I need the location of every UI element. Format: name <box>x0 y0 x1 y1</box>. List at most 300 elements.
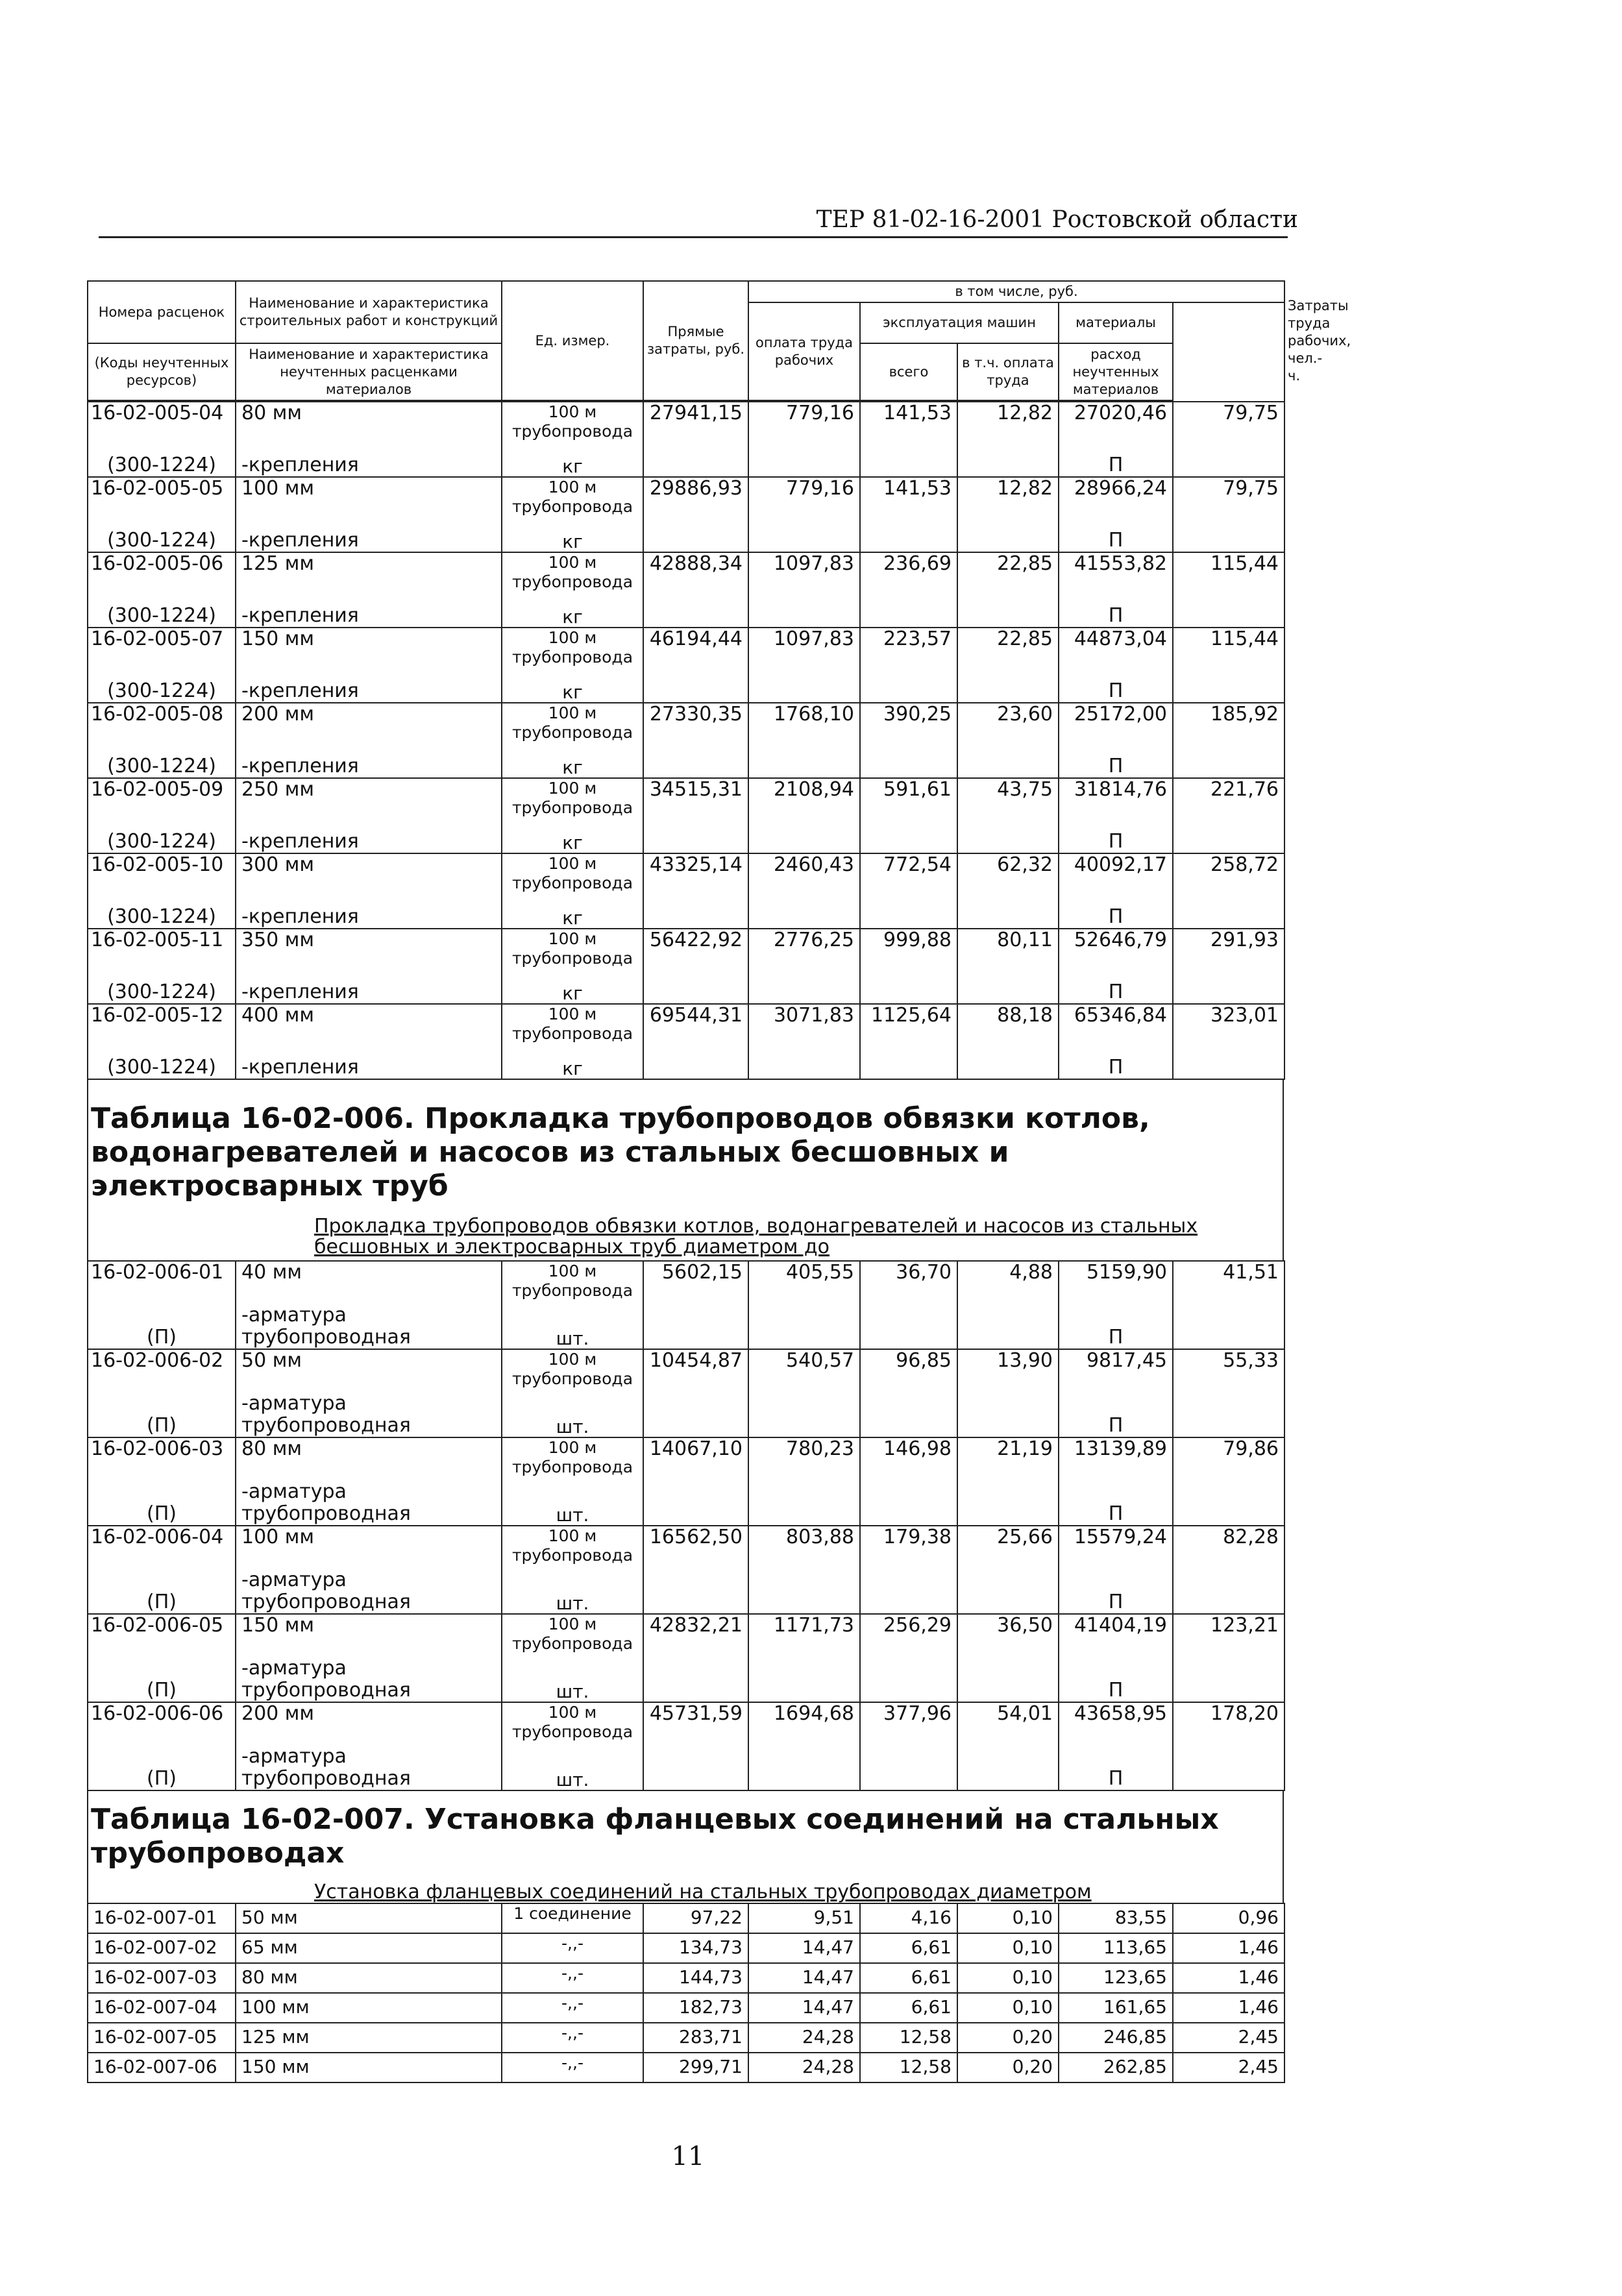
empty-cell <box>643 896 748 929</box>
empty-cell <box>957 1391 1059 1437</box>
labor-hours: 185,92 <box>1173 703 1284 745</box>
table-row-resource <box>88 1046 1284 1079</box>
resource-code: (П) <box>88 1568 236 1614</box>
resource-name: -крепления <box>236 444 502 477</box>
unit-of-measure: 100 м трубопровода <box>502 402 643 444</box>
work-name: 40 мм <box>236 1261 502 1303</box>
materials-cost: 15579,24 <box>1059 1526 1173 1568</box>
table-16-02-007-body <box>88 1903 1284 2082</box>
resource-unit: шт. <box>502 1744 643 1790</box>
materials-cost: 44873,04 <box>1059 628 1173 670</box>
rate-code: 16-02-005-10 <box>88 853 236 896</box>
worker-wages: 1171,73 <box>748 1614 860 1656</box>
resource-mark: П <box>1059 971 1173 1004</box>
empty-cell <box>1173 519 1284 552</box>
machine-operator-wages: 0,10 <box>957 1963 1059 1993</box>
machine-cost-total: 6,61 <box>860 1963 957 1993</box>
table-row <box>88 1614 1284 1656</box>
work-name: 125 мм <box>236 2023 502 2053</box>
materials-cost: 31814,76 <box>1059 778 1173 820</box>
unit-of-measure: 100 м трубопровода <box>502 477 643 519</box>
empty-cell <box>643 745 748 778</box>
machine-cost-total: 36,70 <box>860 1261 957 1303</box>
resource-unit: шт. <box>502 1391 643 1437</box>
rate-code: 16-02-007-01 <box>88 1903 236 1933</box>
table-row-resource <box>88 1744 1284 1790</box>
resource-code: (П) <box>88 1744 236 1790</box>
empty-cell <box>1173 1391 1284 1437</box>
table-16-02-006-body <box>88 1261 1284 1790</box>
machine-cost-total: 146,98 <box>860 1437 957 1480</box>
col-name-header: Наименование и характеристика строительных работ и конструкций <box>236 281 502 343</box>
resource-name: -арматура трубопроводная <box>236 1480 502 1526</box>
work-name: 100 мм <box>236 1526 502 1568</box>
empty-cell <box>643 820 748 853</box>
col-code-sub-header: (Коды неучтенных ресурсов) <box>88 343 236 400</box>
table-row <box>88 929 1284 971</box>
machine-cost-total: 377,96 <box>860 1702 957 1744</box>
unit-of-measure: 100 м трубопровода <box>502 1614 643 1656</box>
col-wages-header: оплата труда рабочих <box>748 302 860 400</box>
work-name: 150 мм <box>236 2053 502 2082</box>
worker-wages: 14,47 <box>748 1963 860 1993</box>
materials-cost: 28966,24 <box>1059 477 1173 519</box>
table-row-resource <box>88 1391 1284 1437</box>
table-row <box>88 1004 1284 1046</box>
empty-cell <box>1173 1480 1284 1526</box>
work-name: 200 мм <box>236 703 502 745</box>
empty-cell <box>860 896 957 929</box>
empty-cell <box>748 519 860 552</box>
table-row <box>88 1993 1284 2023</box>
rate-code: 16-02-005-12 <box>88 1004 236 1046</box>
unit-of-measure: 100 м трубопровода <box>502 1526 643 1568</box>
labor-hours: 291,93 <box>1173 929 1284 971</box>
resource-mark: П <box>1059 1568 1173 1614</box>
work-name: 65 мм <box>236 1933 502 1963</box>
table-row <box>88 703 1284 745</box>
machine-operator-wages: 13,90 <box>957 1349 1059 1391</box>
empty-cell <box>957 519 1059 552</box>
empty-cell <box>643 971 748 1004</box>
worker-wages: 2776,25 <box>748 929 860 971</box>
work-name: 50 мм <box>236 1349 502 1391</box>
empty-cell <box>860 670 957 703</box>
worker-wages: 780,23 <box>748 1437 860 1480</box>
materials-cost: 25172,00 <box>1059 703 1173 745</box>
machine-cost-total: 12,58 <box>860 2053 957 2082</box>
table-16-02-006-title: Таблица 16-02-006. Прокладка трубопроводов обвязки котлов, водонагревателей и насосов из стальных бесшовных и электросварных труб <box>87 1080 1284 1216</box>
machine-cost-total: 256,29 <box>860 1614 957 1656</box>
table-16-02-007-subtitle-text: Установка фланцевых соединений на стальных трубопроводах диаметром <box>314 1881 1092 1903</box>
unit-of-measure: 100 м трубопровода <box>502 703 643 745</box>
empty-cell <box>748 1303 860 1349</box>
table-16-02-007-title: Таблица 16-02-007. Установка фланцевых соединений на стальных трубопроводах <box>87 1791 1284 1882</box>
unit-of-measure: -,,- <box>502 1963 643 1993</box>
resource-unit: шт. <box>502 1656 643 1702</box>
machine-operator-wages: 12,82 <box>957 477 1059 519</box>
table-row <box>88 1933 1284 1963</box>
empty-cell <box>860 444 957 477</box>
empty-cell <box>1173 1568 1284 1614</box>
unit-of-measure: 100 м трубопровода <box>502 929 643 971</box>
resource-code: (300-1224) <box>88 745 236 778</box>
empty-cell <box>957 745 1059 778</box>
empty-cell <box>957 896 1059 929</box>
table-row <box>88 1963 1284 1993</box>
rate-code: 16-02-006-03 <box>88 1437 236 1480</box>
work-name: 100 мм <box>236 1993 502 2023</box>
empty-cell <box>643 1744 748 1790</box>
machine-operator-wages: 0,20 <box>957 2023 1059 2053</box>
work-name: 80 мм <box>236 402 502 444</box>
direct-cost: 43325,14 <box>643 853 748 896</box>
unit-of-measure: 100 м трубопровода <box>502 1004 643 1046</box>
empty-cell <box>957 1046 1059 1079</box>
unit-of-measure: -,,- <box>502 2053 643 2082</box>
direct-cost: 29886,93 <box>643 477 748 519</box>
direct-cost: 69544,31 <box>643 1004 748 1046</box>
unit-of-measure: -,,- <box>502 1933 643 1963</box>
machine-cost-total: 236,69 <box>860 552 957 594</box>
machine-operator-wages: 23,60 <box>957 703 1059 745</box>
empty-cell <box>860 1391 957 1437</box>
resource-code: (П) <box>88 1303 236 1349</box>
work-name: 200 мм <box>236 1702 502 1744</box>
resource-unit: кг <box>502 594 643 628</box>
machine-operator-wages: 21,19 <box>957 1437 1059 1480</box>
direct-cost: 182,73 <box>643 1993 748 2023</box>
table-16-02-005 <box>87 401 1285 1080</box>
empty-cell <box>748 1391 860 1437</box>
table-16-02-006-subtitle <box>87 1216 1284 1260</box>
machine-operator-wages: 0,10 <box>957 1903 1059 1933</box>
col-materials-header: материалы <box>1059 302 1173 343</box>
resource-mark: П <box>1059 1391 1173 1437</box>
materials-cost: 27020,46 <box>1059 402 1173 444</box>
resource-unit: кг <box>502 820 643 853</box>
resource-mark: П <box>1059 594 1173 628</box>
page-number: 11 <box>671 2142 705 2171</box>
table-row <box>88 2023 1284 2053</box>
table-row <box>88 552 1284 594</box>
table-row <box>88 628 1284 670</box>
empty-cell <box>957 1744 1059 1790</box>
worker-wages: 540,57 <box>748 1349 860 1391</box>
work-name: 150 мм <box>236 1614 502 1656</box>
rate-code: 16-02-007-05 <box>88 2023 236 2053</box>
rate-code: 16-02-007-02 <box>88 1933 236 1963</box>
table-row-resource <box>88 820 1284 853</box>
table-16-02-006 <box>87 1260 1285 1791</box>
machine-cost-total: 390,25 <box>860 703 957 745</box>
resource-unit: кг <box>502 896 643 929</box>
empty-cell <box>1173 594 1284 628</box>
empty-cell <box>1173 444 1284 477</box>
machine-cost-total: 141,53 <box>860 477 957 519</box>
resource-name: -крепления <box>236 896 502 929</box>
direct-cost: 42888,34 <box>643 552 748 594</box>
empty-cell <box>860 820 957 853</box>
labor-hours: 115,44 <box>1173 552 1284 594</box>
empty-cell <box>957 820 1059 853</box>
worker-wages: 1097,83 <box>748 552 860 594</box>
direct-cost: 42832,21 <box>643 1614 748 1656</box>
table-row <box>88 2053 1284 2082</box>
column-header-table: Номера расценок Наименование и характеристика строительных работ и конструкций Ед. измер. Прямые затраты, руб. в том числе, руб. Затраты труда рабочих, чел.-ч. оплата труда рабочих эксплуатация машин материалы (Коды неучтенных ресурсов) Наименование и характеристика неучтенных расценками материалов всего в т.ч. оплата труда расход неучтенных материалов <box>87 280 1285 401</box>
resource-code: (300-1224) <box>88 1046 236 1079</box>
unit-of-measure: 100 м трубопровода <box>502 1437 643 1480</box>
col-incl-header: в том числе, руб. <box>748 281 1284 302</box>
machine-cost-total: 999,88 <box>860 929 957 971</box>
machine-cost-total: 96,85 <box>860 1349 957 1391</box>
resource-mark: П <box>1059 670 1173 703</box>
rate-code: 16-02-006-05 <box>88 1614 236 1656</box>
empty-cell <box>748 444 860 477</box>
table-row-resource <box>88 896 1284 929</box>
col-unit-header: Ед. измер. <box>502 281 643 400</box>
direct-cost: 16562,50 <box>643 1526 748 1568</box>
machine-operator-wages: 80,11 <box>957 929 1059 971</box>
resource-code: (300-1224) <box>88 594 236 628</box>
empty-cell <box>860 1480 957 1526</box>
machine-operator-wages: 25,66 <box>957 1526 1059 1568</box>
machine-operator-wages: 88,18 <box>957 1004 1059 1046</box>
table-row-resource <box>88 670 1284 703</box>
table-row-resource <box>88 1480 1284 1526</box>
col-mach-total-header: всего <box>860 343 957 400</box>
labor-hours: 79,86 <box>1173 1437 1284 1480</box>
empty-cell <box>643 1656 748 1702</box>
work-name: 250 мм <box>236 778 502 820</box>
empty-cell <box>748 670 860 703</box>
empty-cell <box>860 1744 957 1790</box>
direct-cost: 97,22 <box>643 1903 748 1933</box>
unit-of-measure: -,,- <box>502 1993 643 2023</box>
resource-code: (300-1224) <box>88 670 236 703</box>
empty-cell <box>748 820 860 853</box>
resource-name: -крепления <box>236 971 502 1004</box>
machine-operator-wages: 12,82 <box>957 402 1059 444</box>
worker-wages: 9,51 <box>748 1903 860 1933</box>
rate-code: 16-02-005-08 <box>88 703 236 745</box>
table-row <box>88 853 1284 896</box>
resource-name: -крепления <box>236 1046 502 1079</box>
empty-cell <box>860 1568 957 1614</box>
direct-cost: 45731,59 <box>643 1702 748 1744</box>
work-name: 80 мм <box>236 1963 502 1993</box>
unit-of-measure: 100 м трубопровода <box>502 628 643 670</box>
resource-mark: П <box>1059 896 1173 929</box>
rate-code: 16-02-007-06 <box>88 2053 236 2082</box>
direct-cost: 34515,31 <box>643 778 748 820</box>
table-row <box>88 402 1284 444</box>
empty-cell <box>1173 1046 1284 1079</box>
resource-mark: П <box>1059 444 1173 477</box>
resource-code: (300-1224) <box>88 971 236 1004</box>
materials-cost: 9817,45 <box>1059 1349 1173 1391</box>
empty-cell <box>860 971 957 1004</box>
labor-hours: 115,44 <box>1173 628 1284 670</box>
empty-cell <box>957 444 1059 477</box>
empty-cell <box>643 1391 748 1437</box>
direct-cost: 5602,15 <box>643 1261 748 1303</box>
direct-cost: 27941,15 <box>643 402 748 444</box>
empty-cell <box>643 1568 748 1614</box>
resource-code: (300-1224) <box>88 820 236 853</box>
resource-name: -арматура трубопроводная <box>236 1656 502 1702</box>
rate-code: 16-02-006-06 <box>88 1702 236 1744</box>
machine-cost-total: 223,57 <box>860 628 957 670</box>
direct-cost: 299,71 <box>643 2053 748 2082</box>
empty-cell <box>748 594 860 628</box>
machine-cost-total: 179,38 <box>860 1526 957 1568</box>
labor-hours: 323,01 <box>1173 1004 1284 1046</box>
worker-wages: 14,47 <box>748 1993 860 2023</box>
materials-cost: 41404,19 <box>1059 1614 1173 1656</box>
table-16-02-007 <box>87 1903 1285 2083</box>
rate-code: 16-02-005-06 <box>88 552 236 594</box>
worker-wages: 3071,83 <box>748 1004 860 1046</box>
col-machines-header: эксплуатация машин <box>860 302 1059 343</box>
resource-mark: П <box>1059 1480 1173 1526</box>
empty-cell <box>643 670 748 703</box>
materials-cost: 41553,82 <box>1059 552 1173 594</box>
machine-cost-total: 6,61 <box>860 1993 957 2023</box>
direct-cost: 10454,87 <box>643 1349 748 1391</box>
labor-hours: 55,33 <box>1173 1349 1284 1391</box>
worker-wages: 2108,94 <box>748 778 860 820</box>
empty-cell <box>643 1046 748 1079</box>
rate-code: 16-02-005-07 <box>88 628 236 670</box>
empty-cell <box>860 519 957 552</box>
col-mach-wages-header: в т.ч. оплата труда <box>957 343 1059 400</box>
table-16-02-006-subtitle-text: Прокладка трубопроводов обвязки котлов, водонагревателей и насосов из стальных бесшовных и электросварных труб диаметром до <box>314 1215 1198 1258</box>
labor-hours: 123,21 <box>1173 1614 1284 1656</box>
empty-cell <box>957 1480 1059 1526</box>
unit-of-measure: -,,- <box>502 2023 643 2053</box>
resource-unit: кг <box>502 971 643 1004</box>
worker-wages: 405,55 <box>748 1261 860 1303</box>
labor-hours: 1,46 <box>1173 1963 1284 1993</box>
direct-cost: 134,73 <box>643 1933 748 1963</box>
work-name: 150 мм <box>236 628 502 670</box>
resource-unit: кг <box>502 670 643 703</box>
resource-unit: шт. <box>502 1480 643 1526</box>
labor-hours: 41,51 <box>1173 1261 1284 1303</box>
materials-cost: 65346,84 <box>1059 1004 1173 1046</box>
resource-unit: шт. <box>502 1303 643 1349</box>
empty-cell <box>748 1568 860 1614</box>
materials-cost: 262,85 <box>1059 2053 1173 2082</box>
resource-code: (П) <box>88 1480 236 1526</box>
resource-unit: шт. <box>502 1568 643 1614</box>
labor-hours: 82,28 <box>1173 1526 1284 1568</box>
worker-wages: 24,28 <box>748 2053 860 2082</box>
work-name: 50 мм <box>236 1903 502 1933</box>
rate-code: 16-02-005-04 <box>88 402 236 444</box>
empty-cell <box>1173 896 1284 929</box>
labor-hours: 258,72 <box>1173 853 1284 896</box>
empty-cell <box>748 1046 860 1079</box>
table-16-02-007-subtitle <box>87 1882 1284 1903</box>
rate-code: 16-02-007-03 <box>88 1963 236 1993</box>
materials-cost: 5159,90 <box>1059 1261 1173 1303</box>
table-row-resource <box>88 971 1284 1004</box>
table-row-resource <box>88 594 1284 628</box>
resource-mark: П <box>1059 1046 1173 1079</box>
machine-operator-wages: 54,01 <box>957 1702 1059 1744</box>
rate-code: 16-02-006-04 <box>88 1526 236 1568</box>
machine-cost-total: 772,54 <box>860 853 957 896</box>
materials-cost: 246,85 <box>1059 2023 1173 2053</box>
col-code-header: Номера расценок <box>88 281 236 343</box>
table-row <box>88 1903 1284 1933</box>
machine-cost-total: 4,16 <box>860 1903 957 1933</box>
empty-cell <box>748 896 860 929</box>
direct-cost: 144,73 <box>643 1963 748 1993</box>
unit-of-measure: 100 м трубопровода <box>502 1349 643 1391</box>
worker-wages: 14,47 <box>748 1933 860 1963</box>
table-row <box>88 778 1284 820</box>
machine-operator-wages: 62,32 <box>957 853 1059 896</box>
machine-operator-wages: 22,85 <box>957 628 1059 670</box>
machine-cost-total: 591,61 <box>860 778 957 820</box>
empty-cell <box>957 1303 1059 1349</box>
table-row <box>88 477 1284 519</box>
direct-cost: 56422,92 <box>643 929 748 971</box>
empty-cell <box>860 745 957 778</box>
unit-of-measure: 1 соединение <box>502 1903 643 1933</box>
resource-code: (300-1224) <box>88 444 236 477</box>
empty-cell <box>748 971 860 1004</box>
worker-wages: 1097,83 <box>748 628 860 670</box>
materials-cost: 113,65 <box>1059 1933 1173 1963</box>
machine-operator-wages: 0,10 <box>957 1933 1059 1963</box>
empty-cell <box>643 1480 748 1526</box>
empty-cell <box>748 1480 860 1526</box>
labor-hours: 2,45 <box>1173 2053 1284 2082</box>
direct-cost: 46194,44 <box>643 628 748 670</box>
empty-cell <box>748 1744 860 1790</box>
empty-cell <box>860 1303 957 1349</box>
resource-name: -крепления <box>236 594 502 628</box>
unit-of-measure: 100 м трубопровода <box>502 853 643 896</box>
empty-cell <box>643 444 748 477</box>
resource-mark: П <box>1059 1656 1173 1702</box>
rate-code: 16-02-005-11 <box>88 929 236 971</box>
materials-cost: 52646,79 <box>1059 929 1173 971</box>
resource-code: (П) <box>88 1656 236 1702</box>
rate-code: 16-02-007-04 <box>88 1993 236 2023</box>
empty-cell <box>643 1303 748 1349</box>
machine-cost-total: 141,53 <box>860 402 957 444</box>
materials-cost: 13139,89 <box>1059 1437 1173 1480</box>
materials-cost: 40092,17 <box>1059 853 1173 896</box>
rate-code: 16-02-005-09 <box>88 778 236 820</box>
table-row <box>88 1261 1284 1303</box>
empty-cell <box>860 1656 957 1702</box>
worker-wages: 24,28 <box>748 2023 860 2053</box>
resource-unit: кг <box>502 519 643 552</box>
worker-wages: 2460,43 <box>748 853 860 896</box>
machine-operator-wages: 0,10 <box>957 1993 1059 2023</box>
rates-sheet <box>87 280 1351 2083</box>
work-name: 350 мм <box>236 929 502 971</box>
resource-name: -арматура трубопроводная <box>236 1744 502 1790</box>
col-direct-header: Прямые затраты, руб. <box>643 281 748 400</box>
machine-cost-total: 6,61 <box>860 1933 957 1963</box>
